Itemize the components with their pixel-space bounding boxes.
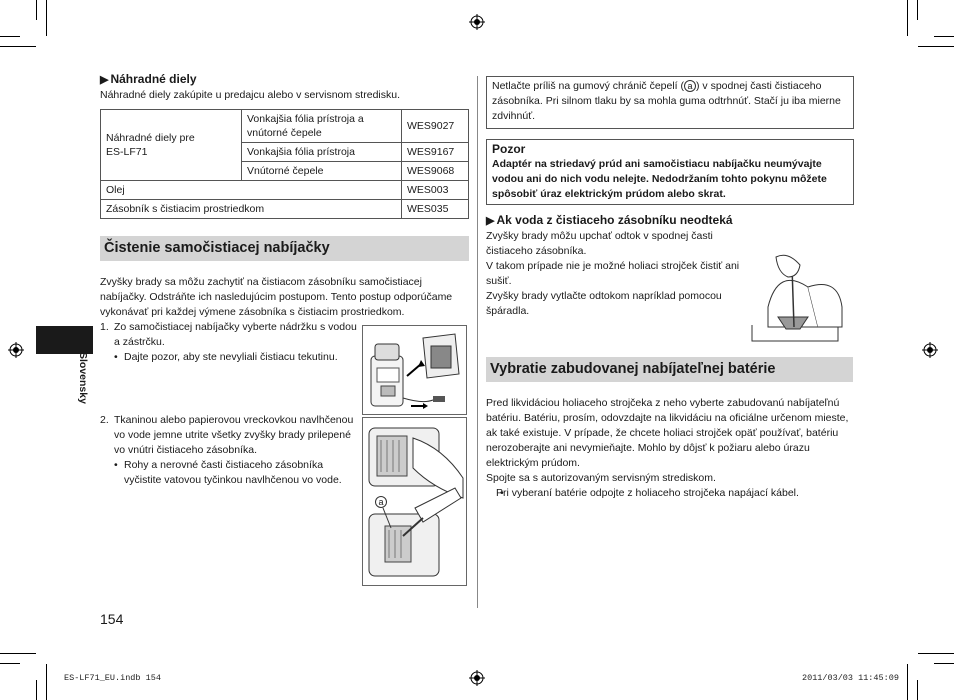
note-text: Netlačte príliš na gumový chránič čepelí (: [492, 80, 684, 92]
registration-mark-icon: [922, 342, 938, 358]
page-number: 154: [100, 611, 124, 627]
battery-text: Pred likvidáciou holiaceho strojčeka z neho vyberte zabudovanú nabíjateľnú batériu. Batériu, prosím, odovzdajte na likvidáciu na oficiálne určenom mieste, ak také existuje. V prípade, že chcete holiaci strojček opäť používať, batériu nerozoberajte ani nevymieňajte. Mohlo by dôjsť k požiaru alebo úrazu elektrickým prúdom.: [486, 397, 849, 469]
language-label: Slovensky: [77, 352, 89, 404]
wiping-illustration: [362, 417, 467, 586]
step-bullet: • Rohy a nerovné časti čistiaceho zásobníka vyčistite vatovou tyčinkou navlhčenou vo vode.: [100, 458, 358, 488]
registration-mark-icon: [8, 342, 24, 358]
note-text: ) v spodnej časti čistiaceho zásobníka. Pri silnom tlaku by sa mohla guma odtrhnúť. Stačí ju iba mierne zdvihnúť.: [492, 80, 841, 122]
callout-a-label: a: [375, 496, 387, 508]
column-divider: [477, 76, 478, 608]
step-text: Zo samočistiacej nabíjačky vyberte nádržku s vodou a zástrčku.: [114, 321, 357, 348]
language-tab: [36, 326, 93, 354]
part-code: WES035: [402, 200, 469, 219]
battery-bullet: • Pri vyberaní batérie odpojte z holiaceho strojčeka napájací kábel.: [486, 486, 854, 501]
parts-heading: ▶ Náhradné diely: [100, 72, 197, 86]
step-1: [100, 320, 358, 365]
battery-text-2: Spojte sa s autorizovaným servisným strediskom.: [486, 472, 716, 484]
table-row: [101, 181, 469, 200]
part-code: WES9167: [402, 143, 469, 162]
triangle-right-icon: ▶: [486, 215, 495, 227]
caution-title: Pozor: [492, 142, 526, 156]
part-code: WES003: [402, 181, 469, 200]
part-name: Vnútorné čepele: [242, 162, 402, 181]
cleaning-intro: Zvyšky brady sa môžu zachytiť na čistiacom zásobníku samočistiacej nabíjačky. Odstráňte ich nasledujúcim postupom. Tento postup odporúčame vykonávať pri každej výmene zásobníka s čistiacim prostriedkom.: [100, 276, 453, 318]
caution-text: Adaptér na striedavý prúd ani samočistiacu nabíjačku neumývajte vodou ani do nich vodu nelejte. Nedodržaním tohto pokynu môžete spôsobiť úraz elektrickým prúdom alebo skrat.: [492, 158, 827, 200]
step-2: [100, 413, 358, 488]
table-row: [101, 110, 469, 143]
triangle-right-icon: ▶: [100, 74, 109, 86]
drain-heading: ▶ Ak voda z čistiaceho zásobníku neodteká: [486, 213, 733, 227]
footer-file: ES-LF71_EU.indb 154: [64, 673, 161, 683]
part-code: WES9027: [402, 110, 469, 143]
registration-mark-icon: [469, 670, 485, 686]
step-text: Tkaninou alebo papierovou vreckovkou navlhčenou vo vode jemne utrite všetky zvyšky brady prilepené vo vnútri čistiaceho zásobníka.: [114, 414, 354, 456]
drain-paragraph: V takom prípade nie je možné holiaci strojček čistiť ani sušiť.: [486, 260, 740, 287]
battery-section-title: Vybratie zabudovanej nabíjateľnej batérie: [486, 357, 853, 382]
drain-paragraph: Zvyšky brady môžu upchať odtok v spodnej časti čistiaceho zásobníka.: [486, 230, 713, 257]
part-name: Vonkajšia fólia prístroja a vnútorné čepele: [242, 110, 402, 143]
part-code: WES9068: [402, 162, 469, 181]
step-number: 1.: [100, 321, 109, 333]
note-box: [486, 76, 854, 129]
drain-illustration: [748, 247, 854, 347]
charger-illustration: [362, 325, 467, 415]
step-number: 2.: [100, 414, 109, 426]
callout-a-label: a: [684, 80, 696, 92]
registration-mark-icon: [469, 14, 485, 30]
parts-intro: Náhradné diely zakúpite u predajcu alebo v servisnom stredisku.: [100, 89, 400, 101]
table-row: [101, 200, 469, 219]
drain-text: [486, 229, 742, 319]
part-name: Zásobník s čistiacim prostriedkom: [101, 200, 402, 219]
step-bullet: • Dajte pozor, aby ste nevyliali čistiacu tekutinu.: [100, 350, 358, 365]
part-name: Olej: [101, 181, 402, 200]
drain-paragraph: Zvyšky brady vytlačte odtokom napríklad pomocou špáradla.: [486, 290, 722, 317]
part-name: Vonkajšia fólia prístroja: [242, 143, 402, 162]
parts-group-label: Náhradné diely pre ES-LF71: [101, 110, 242, 181]
cleaning-section-title: Čistenie samočistiacej nabíjačky: [100, 236, 469, 261]
caution-box: [486, 139, 854, 205]
parts-table: [100, 109, 469, 219]
footer-timestamp: 2011/03/03 11:45:09: [802, 673, 899, 683]
